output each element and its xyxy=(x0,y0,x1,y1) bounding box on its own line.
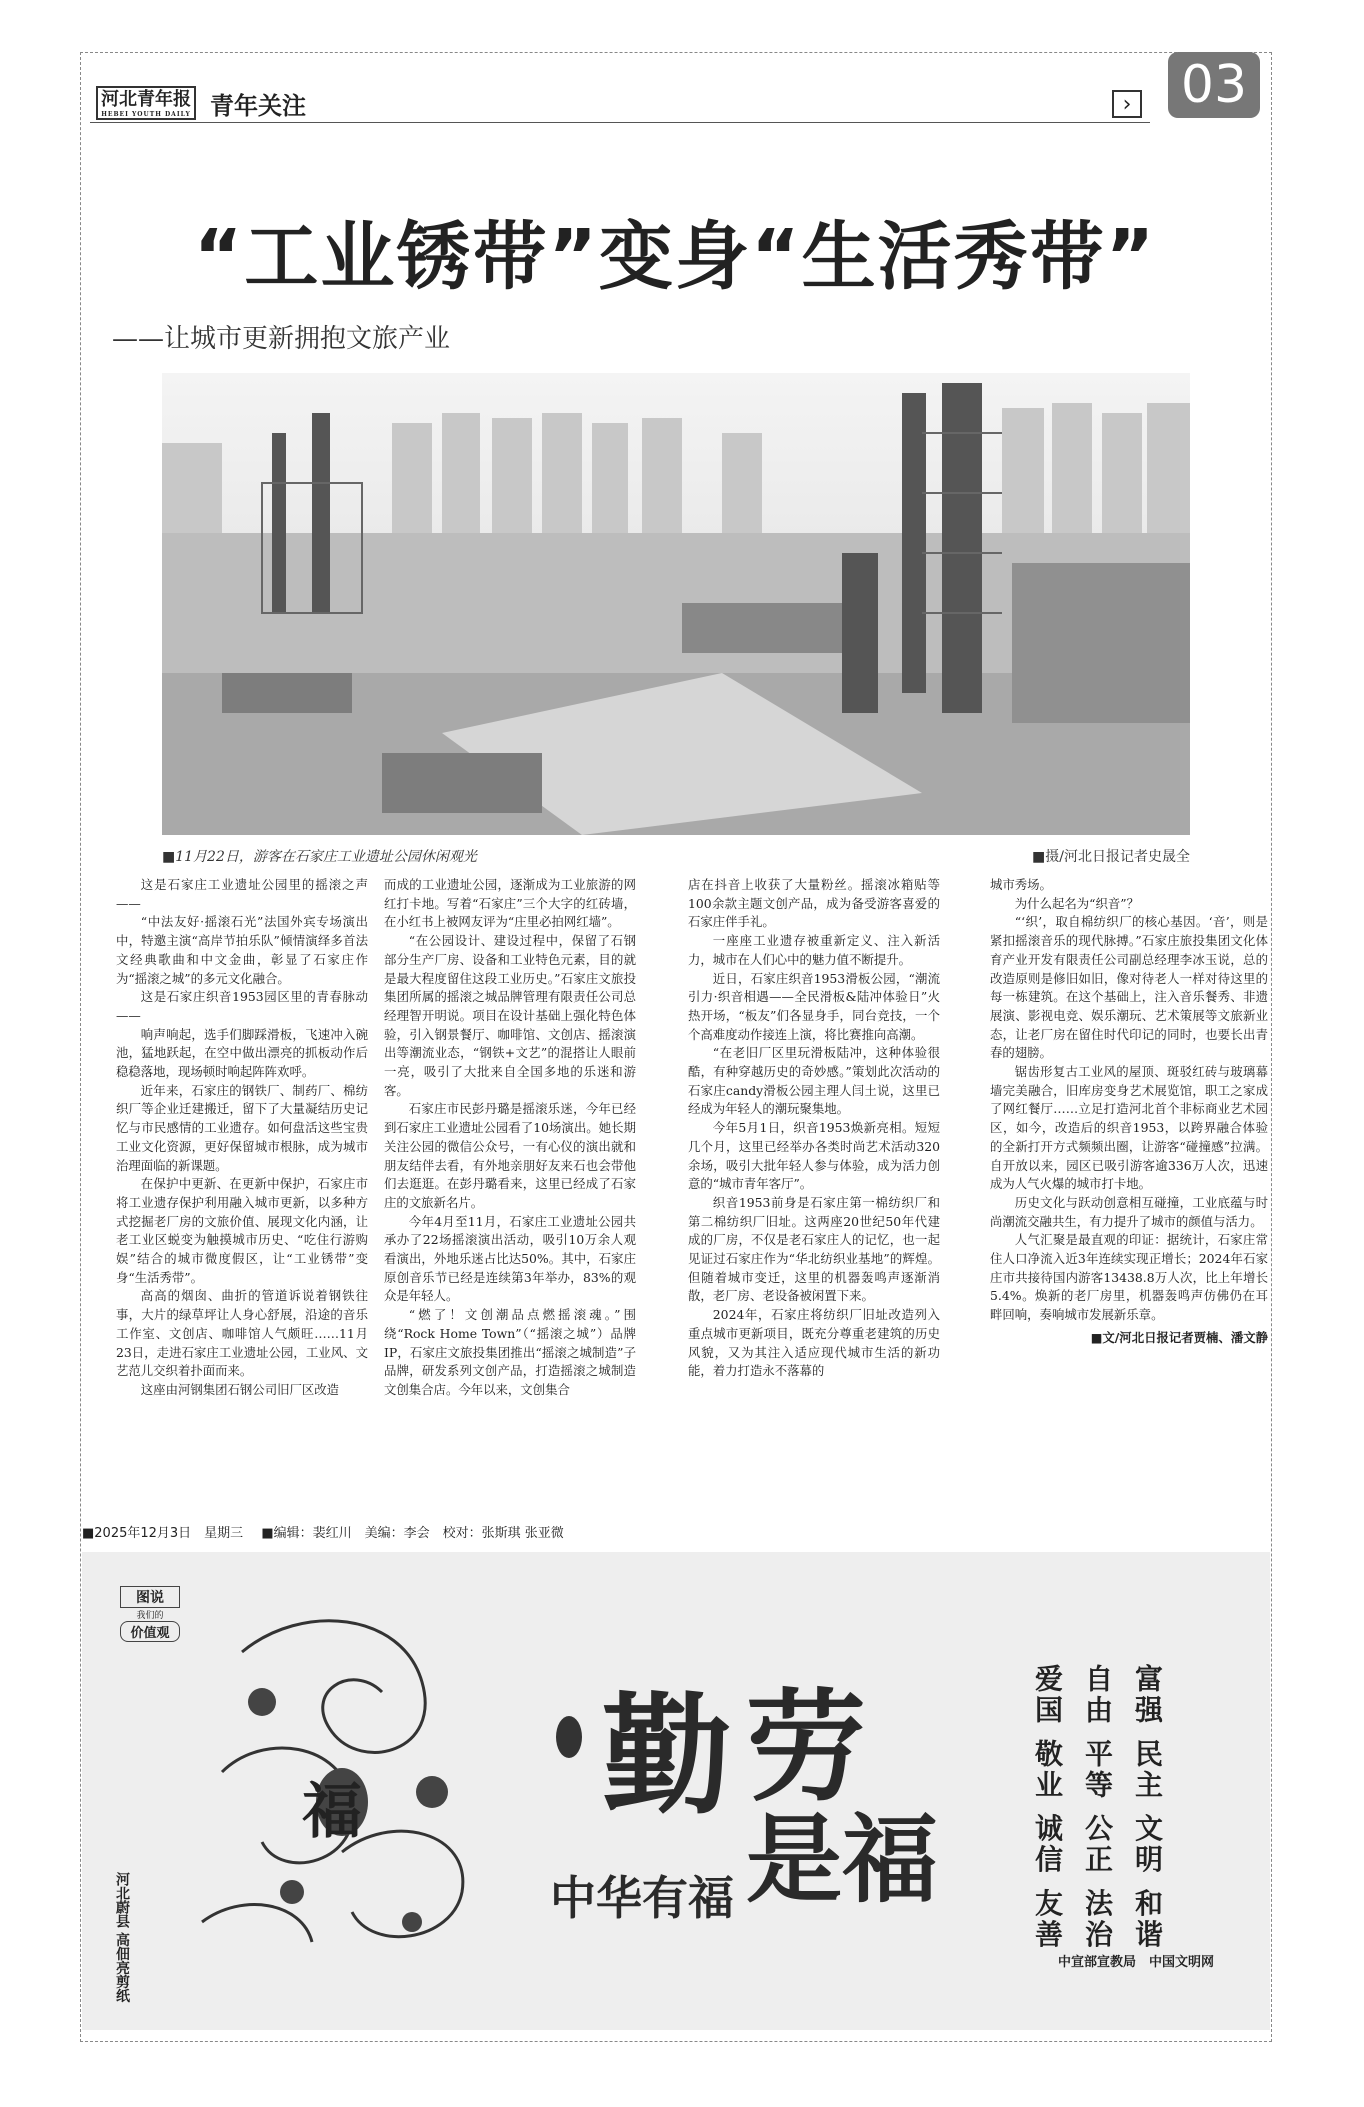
article-column-1 xyxy=(116,876,368,1496)
fu-character: 福 xyxy=(302,1777,362,1847)
paragraph: 这是石家庄织音1953园区里的青春脉动—— xyxy=(116,989,368,1023)
paragraph: 在保护中更新、在更新中保护，石家庄市将工业遗存保护利用融入城市更新，以多种方式挖掘老厂房的文旅价值、展现文化内涵，让老工业区蜕变为触摸城市历史、“吃住行游购娱”结合的城市微度假区，让“工业锈带”变身“生活秀带”。 xyxy=(116,1176,368,1285)
subheadline: ——让城市更新拥抱文旅产业 xyxy=(112,324,451,354)
editor-credits: ■编辑：裴红川 美编：李会 校对：张斯琪 张亚微 xyxy=(261,1526,564,1541)
article-body xyxy=(82,876,1274,1496)
paragraph: 石家庄市民彭丹璐是摇滚乐迷，今年已经到石家庄工业遗址公园看了10场演出。她长期关注公园的微信公众号，一有心仪的演出就和朋友结伴去看，有外地亲朋好友来石也会带他们去逛逛。在彭丹璐看来，这里已经成了石家庄的文旅新名片。 xyxy=(384,1101,636,1210)
paper-cut-credit: 河北蔚县 高佃亮剪纸 xyxy=(114,1872,130,2003)
ad-character-qin: 勤 xyxy=(602,1680,733,1832)
issue-date: ■2025年12月3日 星期三 xyxy=(82,1526,244,1541)
paragraph: “燃了！文创潮品点燃摇滚魂。”围绕“Rock Home Town”（“摇滚之城”）品牌IP，石家庄文旅投集团推出“摇滚之城制造”子品牌，研发系列文创产品，打造摇滚之城制造文创集合店。今年以来，文创集合 xyxy=(384,1307,636,1397)
photo-illustration xyxy=(162,373,1190,835)
paragraph: 城市秀场。 xyxy=(990,877,1052,892)
paragraph: “‘织’，取自棉纺织厂的核心基因。‘音’，则是紧扣摇滚音乐的现代脉搏。”石家庄旅投集团文化体育产业开发有限责任公司副总经理李冰玉说，总的改造原则是修旧如旧，像对待老人一样对待这里的每一栋建筑。在这个基础上，注入音乐餐秀、非遗展演、影视电竞、娱乐潮玩、艺术策展等文旅新业态，让老厂房在留住时代印记的同时，也要长出青春的翅膀。 xyxy=(990,914,1268,1061)
newspaper-logo xyxy=(96,86,196,120)
paragraph: 一座座工业遗存被重新定义、注入新活力，城市在人们心中的魅力值不断提升。 xyxy=(688,933,940,967)
stamp-sub: 我们的 xyxy=(136,1611,164,1621)
ad-slogan: 中华有福 xyxy=(550,1871,734,1925)
ad-sponsor: 中宣部宣教局 中国文明网 xyxy=(1057,1955,1214,1970)
public-service-ad xyxy=(82,1552,1270,2030)
paragraph: “中法友好·摇滚石光”法国外宾专场演出中，特邀主演“高岸节拍乐队”倾情演绎多首法文经典歌曲和中文金曲，彰显了石家庄作为“摇滚之城”的多元文化融合。 xyxy=(116,914,368,986)
masthead-rule xyxy=(90,122,1150,123)
paragraph: “在公园设计、建设过程中，保留了石钢部分生产厂房、设备和工业特色元素，目的就是最大程度留住这段工业历史。”石家庄文旅投集团所属的摇滚之城品牌管理有限责任公司总经理智开明说。项目在设计基础上强化特色体验，引入钢景餐厅、咖啡馆、文创店、摇滚演出等潮流业态，“钢铁+文艺”的混搭让人眼前一亮，吸引了大批来自全国多地的乐迷和游客。 xyxy=(384,933,636,1098)
paragraph: 近年来，石家庄的钢铁厂、制药厂、棉纺织厂等企业迁建搬迁，留下了大量凝结历史记忆与市民感情的工业遗存。如何盘活这些宝贵工业文化资源，更好保留城市根脉，成为城市治理面临的新课题。 xyxy=(116,1082,368,1173)
core-values-column-1: 富强 民主 文明 和谐 xyxy=(1131,1664,1164,1951)
values-stamp xyxy=(120,1586,180,1644)
article-byline: ■文/河北日报记者贾楠、潘文静 xyxy=(1090,1329,1268,1345)
paragraph: 2024年，石家庄将纺织厂旧址改造列入重点城市更新项目，既充分尊重老建筑的历史风貌，又为其注入适应现代城市生活的新功能，着力打造永不落幕的 xyxy=(688,1307,940,1379)
photo-caption: ■11月22日，游客在石家庄工业遗址公园休闲观光 xyxy=(162,849,477,865)
article-column-4 xyxy=(990,876,1268,1496)
paragraph: 历史文化与跃动创意相互碰撞，工业底蕴与时尚潮流交融共生，有力提升了城市的颜值与活力。 xyxy=(990,1194,1268,1229)
next-page-arrow-icon[interactable]: › xyxy=(1112,90,1142,118)
seal-icon xyxy=(554,1714,584,1760)
paragraph: 锯齿形复古工业风的屋顶、斑驳红砖与玻璃幕墙完美融合，旧库房变身艺术展览馆，职工之家成了网红餐厅……立足打造河北首个非标商业艺术园区，如今，改造后的织音1953，以跨界融合体验的全新打开方式频频出圈，让游客“碰撞感”拉满。自开放以来，园区已吸引游客逾336万人次，迅速成为人气火爆的城市打卡地。 xyxy=(990,1064,1268,1192)
paragraph: 为什么起名为“织音”？ xyxy=(1014,895,1139,911)
page-footer xyxy=(82,1522,578,1541)
paragraph: 响声响起，选手们脚踩滑板，飞速冲入碗池，猛地跃起，在空中做出漂亮的抓板动作后稳稳落地，现场顿时响起阵阵欢呼。 xyxy=(116,1026,368,1080)
paragraph: 今年5月1日，织音1953焕新亮相。短短几个月，这里已经举办各类时尚艺术活动320余场，吸引大批年轻人参与体验，成为活力创意的“城市青年客厅”。 xyxy=(688,1120,940,1192)
page-number: 03 xyxy=(1168,52,1260,118)
paragraph: 人气汇聚是最直观的印证：据统计，石家庄常住人口净流入近3年连续实现正增长；2024年石家庄市共接待国内游客13438.8万人次，比上年增长5.4%。焕新的老厂房里，机器轰鸣声仿佛仍在耳畔回响，奏响城市发展新乐章。 xyxy=(990,1232,1268,1323)
article-column-3 xyxy=(688,876,940,1496)
paragraph: 而成的工业遗址公园，逐渐成为工业旅游的网红打卡地。写着“石家庄”三个大字的红砖墙，在小红书上被网友评为“庄里必拍网红墙”。 xyxy=(384,877,636,930)
masthead xyxy=(90,55,1260,124)
section-title: 青年关注 xyxy=(210,92,306,120)
paragraph: 织音1953前身是石家庄第一棉纺织厂和第二棉纺织厂旧址。这两座20世纪50年代建成的厂房，不仅是老石家庄人的记忆，也一起见证过石家庄作为“华北纺织业基地”的辉煌。但随着城市变迁，这里的机器轰鸣声逐渐消散，老厂房、老设备被闲置下来。 xyxy=(688,1194,940,1304)
paper-cut-art-icon xyxy=(182,1592,512,1982)
logo-subtext: HEBEI YOUTH DAILY xyxy=(101,111,191,118)
paragraph: 店在抖音上收获了大量粉丝。摇滚冰箱贴等100余款主题文创产品，成为备受游客喜爱的石家庄伴手礼。 xyxy=(688,877,940,930)
article-column-2 xyxy=(384,876,636,1496)
photo-credit: ■摄/河北日报记者史晟全 xyxy=(1032,849,1190,865)
stamp-top: 图说 xyxy=(120,1586,180,1608)
paragraph: 近日，石家庄织音1953滑板公园，“潮流引力·织音相遇——全民滑板&陆冲体验日”火热开场，“板友”们各显身手，同台竞技，一个个高难度动作接连上演，将比赛推向高潮。 xyxy=(688,970,940,1042)
paragraph: 这是石家庄工业遗址公园里的摇滚之声—— xyxy=(116,877,368,911)
headline: “工业锈带”变身“生活秀带” xyxy=(193,214,1157,300)
paragraph: 高高的烟囱、曲折的管道诉说着钢铁往事，大片的绿草坪让人身心舒展，沿途的音乐工作室、文创店、咖啡馆人气颇旺……11月23日，走进石家庄工业遗址公园，工业风、文艺范儿交织着扑面而来。 xyxy=(116,1288,368,1379)
industrial-park-photo xyxy=(162,373,1190,835)
core-values-column-2: 自由 平等 公正 法治 xyxy=(1081,1664,1114,1951)
core-values-column-3: 爱国 敬业 诚信 友善 xyxy=(1031,1664,1064,1951)
paragraph: “在老旧厂区里玩滑板陆冲，这种体验很酷，有种穿越历史的奇妙感。”策划此次活动的石家庄candy滑板公园主理人闫土说，这里已经成为年轻人的潮玩聚集地。 xyxy=(688,1045,940,1117)
stamp-bottom: 价值观 xyxy=(120,1621,180,1642)
logo-text: 河北青年报 xyxy=(101,89,191,110)
ad-character-shifu: 是福 xyxy=(746,1804,938,1916)
paragraph: 这座由河钢集团石钢公司旧厂区改造 xyxy=(140,1381,340,1397)
ad-character-lao: 劳 xyxy=(746,1679,866,1818)
paragraph: 今年4月至11月，石家庄工业遗址公园共承办了22场摇滚演出活动，吸引10万余人观看演出，外地乐迷占比达50%。其中，石家庄原创音乐节已经是连续第3年举办，83%的观众是年轻人。 xyxy=(384,1213,636,1304)
